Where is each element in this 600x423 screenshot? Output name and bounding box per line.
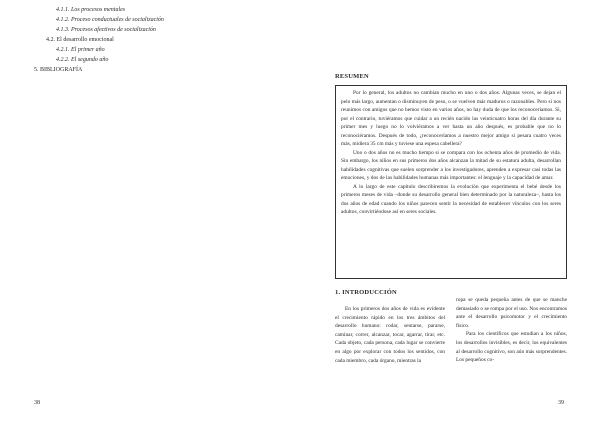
toc-item-bibliografia: 5. BIBLIOGRAFÍA [34, 67, 83, 73]
column-1-paragraph: En los primeros dos años de vida es evidente el crecimiento rápido en los tres ámbitos del desarrollo humano: rodar, sentarse, pararse, caminar, correr, alcanzar, tocar, agarrar, tirar, etc. Cada objeto, cada persona, cada lugar se convierte en algo por explorar con todos los sentidos, con cada miembro, cada órgano, mientras la [335, 306, 445, 364]
summary-paragraph-1: Por lo general, los adultos no cambian mucho en uno o dos años. Algunas veces, se dejan el pelo más largo, aumentan o disminuyen de peso, o se vuelven más maduros o razonables. Pero si nos reunimos con amigos que no hemos visto en varios años, no hay duda de que los reconoceríamos. Si, por el contrario, tuviéramos que cuidar a un recién nacido las veinticuatro horas del día durante su primer mes y luego no lo volviéramos a ver hasta un año después, es probable que no lo reconociéramos. Después de todo, ¿reconoceríamos a nuestro mejor amigo si pesara cuatro veces más, midiera 35 cm más y tuviese una espesa cabellera? [341, 90, 561, 147]
summary-paragraph-3: A lo largo de este capítulo describiremos la evolución que experimenta el bebé desde los primeros meses de vida –donde su desarrollo general bien determinado por la naturaleza–, hasta los dos años de edad cuando los niños parecen sentir la necesidad de establecer vínculos con los seres adultos, convirtiéndose así en seres sociales. [341, 183, 561, 215]
toc-item-4-2-2: 4.2.2. El segundo año [56, 57, 109, 63]
column-2-paragraph-1: ropa se queda pequeña antes de que se manche demasiado o se rompa por el uso. Nos encontramos ante el desarrollo psicomotor y el crecimiento físico. [456, 297, 567, 329]
summary-title: RESUMEN [335, 73, 369, 80]
summary-paragraph-2: Uno o dos años no es mucho tiempo si se compara con los ochenta años de promedio de vida. Sin embargo, los niños en sus primeros dos años alcanzan la mitad de su estatura adulta, desarrollan habilidades cognitivas que suelen sorprender a los investigadores, aprenden a expresar casi todas las emociones, y dos de las habilidades humanas más importantes: el lenguaje y la capacidad de amar. [341, 149, 561, 181]
toc-item-4-2-1: 4.2.1. El primer año [56, 47, 105, 53]
right-page [300, 0, 600, 423]
text-column-1 [335, 305, 445, 365]
toc-item-4-1-2: 4.1.2. Proceso conductuales de socialización [56, 17, 164, 23]
column-2-paragraph-2: Para los científicos que estudian a los niños, los desarrollos invisibles, es decir, los equivalentes al desarrollo cognitivo, son aún más sorprendentes. Los pequeños co- [456, 331, 567, 364]
page-number-right: 39 [558, 400, 564, 406]
summary-box [335, 85, 567, 279]
text-column-2 [456, 296, 567, 365]
intro-title: 1. INTRODUCCIÓN [335, 289, 397, 296]
page-number-left: 38 [34, 400, 40, 406]
toc-item-4-1-1: 4.1.1. Los procesos mentales [56, 7, 126, 13]
toc-item-4-1-3: 4.1.3. Procesos afectivos de socialización [56, 27, 156, 33]
toc-item-4-2: 4.2. El desarrollo emocional [46, 37, 114, 43]
